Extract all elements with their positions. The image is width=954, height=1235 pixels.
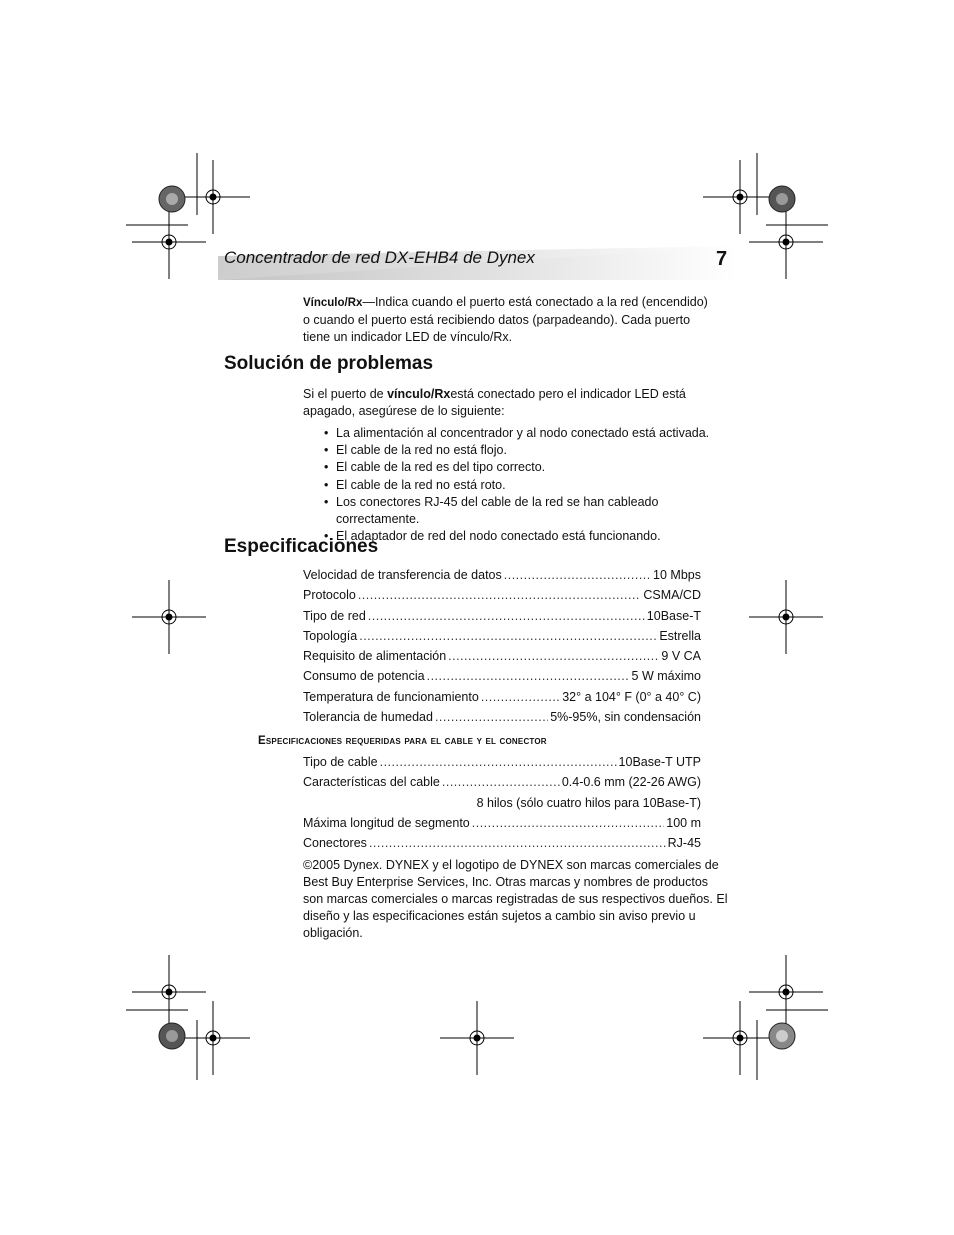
list-item: • El cable de la red es del tipo correcto. [324,459,724,476]
dot-leader [359,629,657,643]
list-item: • El adaptador de red del nodo conectado está funcionando. [324,528,724,545]
list-item: • Los conectores RJ-45 del cable de la red se han cableado correctamente. [324,494,724,528]
intro-text: —Indica cuando el puerto está conectado a la red (encendido) o cuando el puerto está recibiendo datos (parpadeando). Cada puerto tiene un indicador LED de vínculo/Rx. [303,295,708,344]
spec-label: Tipo de red [303,608,366,623]
spec-label: Requisito de alimentación [303,649,447,664]
troubleshooting-para-start: Si el puerto de [303,387,388,401]
dot-leader [380,755,617,769]
spec-row [303,690,701,710]
spec-value: 32° a 104° F (0° a 40° C) [562,689,701,704]
intro-term: Vínculo/Rx [303,297,363,309]
page-number: 7 [716,248,728,270]
dot-leader [368,609,645,623]
spec-value: 10Base-T [646,608,701,623]
specifications-heading: Especificaciones [224,536,379,557]
spec-value: CSMA/CD [643,588,701,603]
dot-leader [358,588,642,602]
spec-row [303,669,701,689]
spec-row [303,755,701,775]
spec-value: 10Base-T UTP [618,755,701,769]
spec-value: 10 Mbps [653,568,701,582]
spec-row-continuation [303,796,701,816]
specifications-list [303,568,701,730]
spec-value: 0.4-0.6 mm (22-26 AWG) [561,775,701,790]
intro-paragraph [303,294,713,346]
troubleshooting-paragraph [303,386,713,420]
dot-leader [448,649,659,663]
spec-row [303,568,701,588]
spec-value: 100 m [666,815,701,830]
spec-value: 5%-95%, sin condensación [550,710,701,725]
cable-specs-list [303,755,701,856]
spec-label: Características del cable [303,775,440,790]
header-title: Concentrador de red DX-EHB4 de Dynex [224,248,535,267]
spec-row [303,588,701,608]
spec-label: Tipo de cable [303,755,378,769]
spec-value: 9 V CA [661,649,701,664]
spec-value: 8 hilos (sólo cuatro hilos para 10Base-T) [476,795,701,810]
spec-label: Tolerancia de humedad [303,710,433,725]
dot-leader [481,690,560,704]
dot-leader [435,710,548,724]
spec-label: Topología [303,628,358,643]
spec-row [303,816,701,836]
list-item: • La alimentación al concentrador y al nodo conectado está activada. [324,425,724,442]
troubleshooting-heading: Solución de problemas [224,353,434,374]
troubleshooting-para-bold: vínculo/Rx [387,387,451,401]
spec-label: Máxima longitud de segmento [303,815,470,830]
spec-label: Protocolo [303,588,356,603]
troubleshooting-checklist [324,425,724,545]
spec-row [303,629,701,649]
spec-row [303,710,701,730]
troubleshooting-para-end: está conectado pero el indicador LED está apagado, asegúrese de lo siguiente: [303,387,686,418]
dot-leader [369,836,666,850]
list-item: • El cable de la red no está roto. [324,477,724,494]
spec-row [303,609,701,629]
spec-row [303,836,701,856]
dot-leader [504,568,651,582]
list-item: • El cable de la red no está flojo. [324,442,724,459]
spec-row [303,775,701,795]
dot-leader [427,669,630,683]
spec-value: 5 W máximo [631,669,701,684]
dot-leader [472,816,664,830]
cable-specs-heading: Especificaciones requeridas para el cable y el conector [258,735,547,747]
spec-label: Consumo de potencia [303,669,425,684]
spec-value: RJ-45 [667,836,701,851]
spec-label: Velocidad de transferencia de datos [303,568,502,582]
spec-value: Estrella [659,628,701,643]
copyright-notice: ©2005 Dynex. DYNEX y el logotipo de DYNEX son marcas comerciales de Best Buy Enterprise Services, Inc. Otras marcas y nombres de productos son marcas comerciales o marcas registradas de sus respectivos dueños. El diseño y las especificaciones están sujetos a cambio sin aviso previo u obligación. [303,858,728,940]
spec-label: Temperatura de funcionamiento [303,689,479,704]
dot-leader [442,775,560,789]
spec-row [303,649,701,669]
spec-label: Conectores [303,836,367,851]
